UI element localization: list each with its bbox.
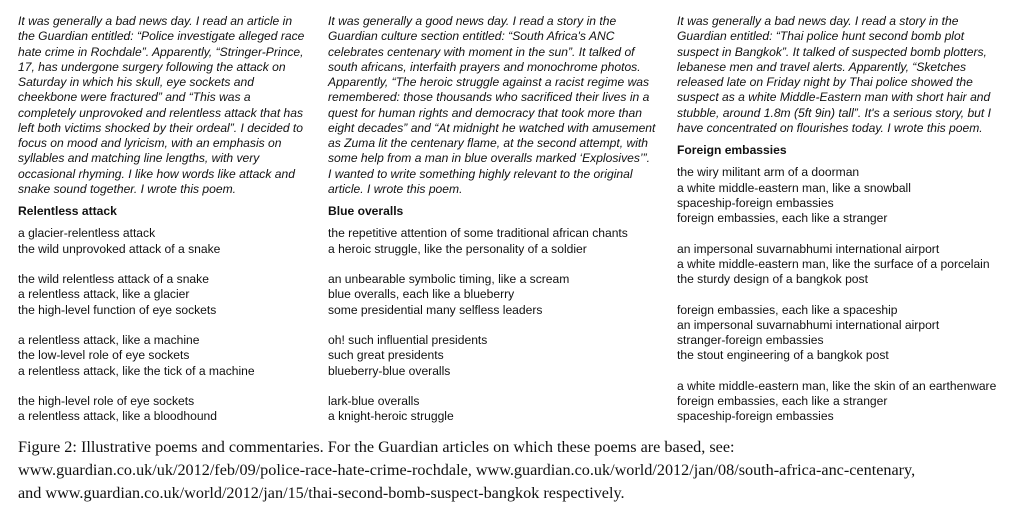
caption-line: www.guardian.co.uk/uk/2012/feb/09/police-race-hate-crime-rochdale, www.guardian.co.uk/world/2012/jan/08/south-africa-anc-centenary, [18,461,916,479]
commentary-line: as Zuma lit the centenary flame, at the second attempt, with [328,136,648,150]
commentary-line: It was generally a bad news day. I read a story in the [677,14,959,28]
commentary-line: have concentrated on flourishes today. I wrote this poem. [677,120,983,135]
commentary-line: hate crime in Rochdale”. Apparently, “Stringer-Prince, [18,44,304,59]
column-anc [328,14,655,440]
column-rochdale [18,14,304,440]
commentary-line: celebrates centenary with moment in the sun”. It talked of [328,44,635,59]
figure-caption [18,436,915,505]
commentary-line: left both victims shocked by their ordeal”. I decided to [18,120,304,135]
poem-line: spaceship-foreign embassies [677,409,834,424]
poem-line: an impersonal suvarnabhumi international airport [677,241,940,256]
commentary [677,14,996,136]
poem-line: a relentless attack, like the tick of a machine [18,363,255,378]
poem-line: the high-level function of eye sockets [18,302,217,317]
poem-stanza [18,226,304,257]
poem-stanza [677,165,996,226]
poem-line: stranger-foreign embassies [677,333,824,347]
poem-stanza [328,394,655,425]
poem-title: Relentless attack [18,204,117,218]
commentary-line: quest for human rights and democracy that took more than [328,105,642,120]
poem-stanza [328,333,655,379]
poem-line: an unbearable symbolic timing, like a scream [328,272,570,286]
commentary-line: It was generally a good news day. I read a story in the [328,14,617,28]
poem-line: a glacier-relentless attack [18,226,156,241]
poem-line: foreign embassies, each like a spaceship [677,302,898,317]
commentary-line: completely unprovoked and relentless attack that has [18,105,304,120]
commentary-line: released late on Friday night by Thai police showed the [677,75,973,89]
commentary-line: Apparently, “The heroic struggle against a racist regime was [328,75,650,89]
poem-line: a white middle-eastern man, like the surface of a porcelain [677,256,990,271]
poem-line: the repetitive attention of some traditional african chants [328,226,628,241]
poem-line: the low-level role of eye sockets [18,348,190,363]
poem-title: Foreign embassies [677,143,787,157]
commentary-line: focus on mood and lyricism, with an emphasis on [18,136,282,150]
commentary-line: Guardian entitled: “Thai police hunt second bomb plot [677,29,965,44]
commentary-line: remembered: those thousands who sacrificed their lives in a [328,90,650,105]
commentary-line: I wanted to write something highly relevant to the original [328,166,633,181]
commentary-line: suspect as a white Middle-Eastern man with short hair and [677,90,991,105]
poem-line: spaceship-foreign embassies [677,195,834,210]
poem-line: the wiry militant arm of a doorman [677,165,860,180]
poem-line: the stout engineering of a bangkok post [677,348,889,363]
poem-line: the wild relentless attack of a snake [18,272,209,286]
poem-line: the wild unprovoked attack of a snake [18,241,221,256]
poem-line: an impersonal suvarnabhumi international airport [677,317,940,332]
poem-line: foreign embassies, each like a stranger [677,211,888,225]
commentary-line: snake sound together. I wrote this poem. [18,181,237,196]
poem-line: a white middle-eastern man, like the skin of an earthenware [677,378,997,393]
caption-line: and www.guardian.co.uk/world/2012/jan/15/thai-second-bomb-suspect-bangkok respectively. [18,484,625,502]
poem-line: a heroic struggle, like the personality of a soldier [328,241,587,256]
poem-stanza [18,272,304,318]
poem-stanza [328,272,655,318]
commentary-line: south africans, interfaith prayers and monochrome photos. [328,59,641,74]
commentary-line: It was generally a bad news day. I read an article in [18,14,293,28]
poem-stanza [677,379,996,425]
commentary-line: the Guardian entitled: “Police investigate alleged race [18,29,305,44]
commentary-line: syllables and matching line lengths, with very [18,151,260,166]
poem-line: such great presidents [328,348,444,363]
poem-line: a white middle-eastern man, like a snowball [677,180,911,195]
poem-line: blue overalls, each like a blueberry [328,287,515,302]
commentary-line: occasional rhyming. I like how words like attack and [18,166,295,181]
poem-line: a knight-heroic struggle [328,409,454,424]
caption-line: Figure 2: Illustrative poems and commentaries. For the Guardian articles on which these poems are based, see: [18,438,735,456]
commentary-line: eight decades” and “At midnight he watched with amusement [328,120,656,135]
commentary-line: 17, has undergone surgery following the attack on [18,59,286,74]
commentary-line: some help from a man in blue overalls marked ‘Explosives’”. [328,151,650,166]
poem-stanza [18,333,304,379]
commentary-line: article. I wrote this poem. [328,181,463,196]
poem-line: a relentless attack, like a machine [18,333,200,347]
poem-stanza [677,242,996,288]
poem-line: a relentless attack, like a glacier [18,287,190,302]
commentary [328,14,655,197]
commentary-line: Guardian culture section entitled: “South Africa's ANC [328,29,615,44]
commentary-line: lebanese men and travel alerts. Apparently, “Sketches [677,59,967,74]
poem-line: some presidential many selfless leaders [328,302,543,317]
commentary [18,14,304,197]
commentary-line: Saturday in which his skull, eye sockets and [18,75,254,89]
poem-line: the high-level role of eye sockets [18,394,195,408]
commentary-line: suspect in Bangkok”. It talked of suspected bomb plotters, [677,44,987,59]
poem-title: Blue overalls [328,204,404,218]
poem-stanza [677,303,996,364]
commentary-line: cheekbone were fractured” and “This was a [18,90,251,105]
poem-line: oh! such influential presidents [328,333,488,347]
poem-stanza [18,394,304,425]
poem-line: blueberry-blue overalls [328,363,451,378]
commentary-line: stubble, around 1.8m (5ft 9in) tall”. It's a serious story, but I [677,105,991,120]
column-bangkok [677,14,996,440]
poem-line: foreign embassies, each like a stranger [677,394,888,408]
poem-line: a relentless attack, like a bloodhound [18,409,218,424]
poem-line: lark-blue overalls [328,394,420,408]
poem-stanza [328,226,655,257]
poem-line: the sturdy design of a bangkok post [677,272,868,286]
